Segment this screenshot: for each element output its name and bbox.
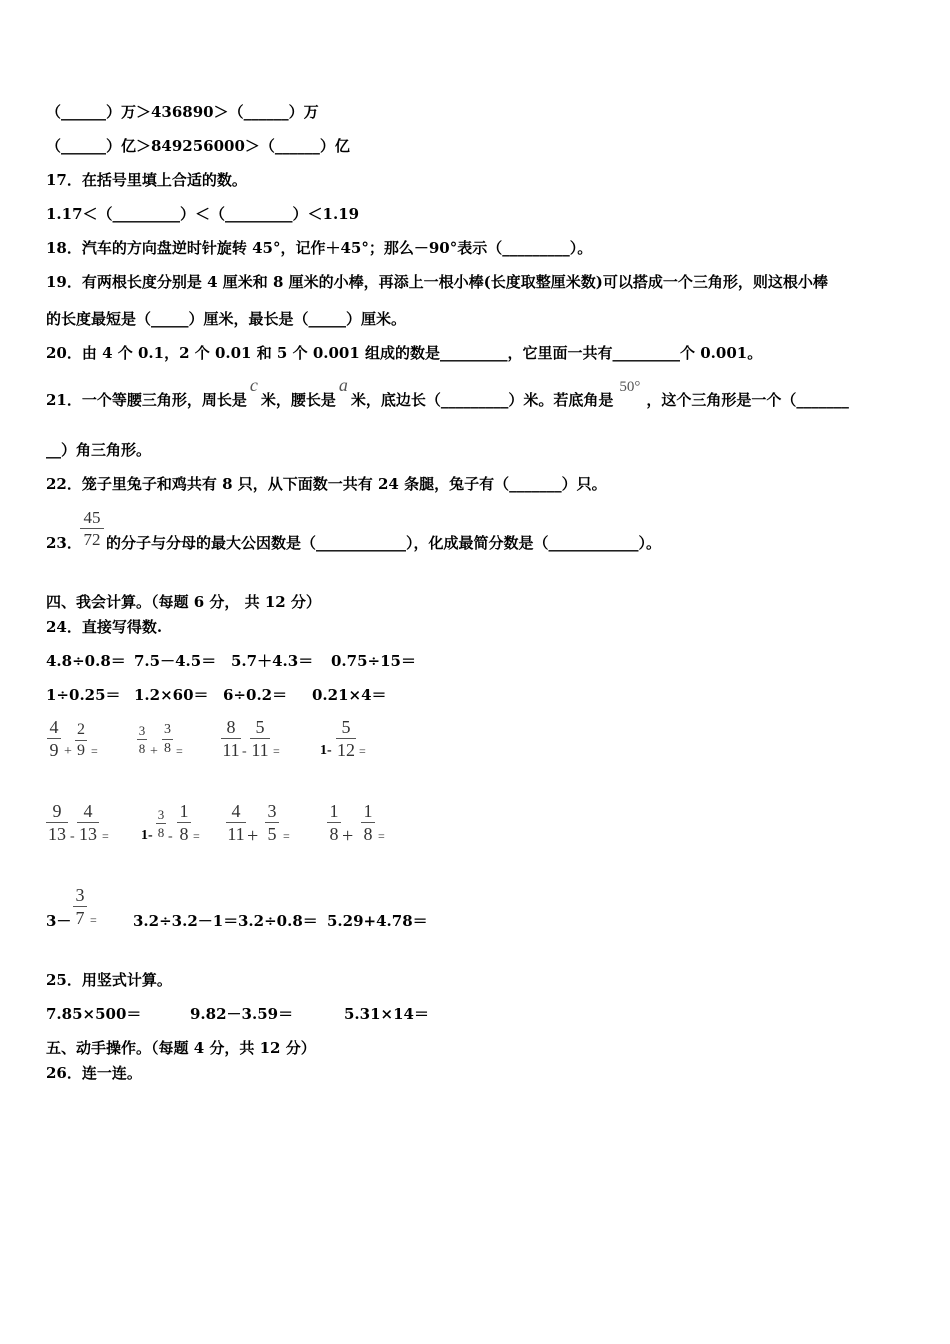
fr2a-frac-a: [46, 802, 68, 843]
q23-text: 的分子与分母的最大公因数是（____________），化成最简分数是（____________）。: [106, 534, 662, 552]
fr1c-eq: =: [273, 744, 280, 758]
fr1a-op: +: [64, 744, 72, 759]
q24-r5-item3: 5.29+4.78＝: [327, 912, 428, 930]
q24-r5-frac-num: 3: [75, 885, 85, 905]
fr2b-b-bar: [177, 822, 191, 823]
q20-text: 20．由 4 个 0.1，2 个 0.01 和 5 个 0.001 组成的数是_________，它里面一共有_________个 0.001。: [46, 344, 763, 362]
fr1d-b-bar: [336, 738, 356, 739]
q24-r1-item3: 5.7＋4.3＝: [231, 652, 314, 670]
q24-r1-item2: 7.5－4.5＝: [134, 652, 217, 670]
q21-var-a: a: [338, 375, 348, 395]
fr1b-op: +: [150, 744, 158, 759]
fr1d-b-den: 12: [337, 740, 355, 760]
q24-r5-frac-bar: [73, 906, 87, 907]
q21-part3: 米，底边长（_________）米。若底角是: [350, 391, 614, 409]
q21-line2: __）角三角形。: [46, 441, 152, 459]
fr2a-a-bar: [46, 822, 68, 823]
q25-item2: 9.82－3.59＝: [190, 1005, 294, 1023]
fr2c-a-bar: [226, 822, 246, 823]
q24-r2-item2: 1.2×60＝: [134, 686, 209, 704]
fr1a-b-num: 2: [77, 721, 85, 738]
fr1b-a-bar: [137, 739, 147, 740]
q25-item1: 7.85×500＝: [46, 1005, 142, 1023]
q24-title: 24．直接写得数.: [46, 618, 163, 636]
fr1c-b-bar: [250, 738, 270, 739]
fr2b-b-den: 8: [179, 824, 189, 844]
fr2b-a-den: 8: [157, 825, 165, 840]
fr2b-b-num: 1: [179, 801, 189, 821]
q24-r5-frac-den: 7: [75, 908, 85, 928]
fr2a-b-num: 4: [83, 801, 93, 821]
fr1c-b-num: 5: [255, 717, 265, 737]
q24-r5-eq: =: [90, 913, 97, 927]
fr1b-eq: =: [176, 744, 183, 758]
fr2b-a-num: 3: [157, 807, 165, 822]
fr2c-b-den: 5: [267, 824, 277, 844]
q16-line2: （______）亿＞849256000＞（______）亿: [46, 137, 350, 155]
fr1c-op: -: [242, 744, 247, 759]
q21-part4: ，这个三角形是一个（_______: [646, 391, 849, 409]
q23-label: 23．: [46, 534, 82, 552]
q21-line1: [46, 375, 849, 411]
fr1d-b-num: 5: [341, 717, 351, 737]
fr1b-frac-a: [137, 724, 147, 755]
q24-r5-item2: 3.2÷0.8＝: [238, 912, 318, 930]
fr2d-op: +: [342, 825, 354, 847]
fr2c-b-num: 3: [267, 801, 277, 821]
fr1b-a-num: 3: [138, 723, 146, 738]
fr1a-frac-b: [75, 722, 87, 759]
section4-title: 四、我会计算。（每题 6 分， 共 12 分）: [46, 593, 321, 611]
fr2d-eq: =: [378, 829, 385, 843]
fr2c-op: +: [247, 825, 259, 847]
fr2b-frac-b: [177, 802, 191, 843]
fr2b-op: -: [168, 829, 173, 844]
q22-text: 22．笼子里兔子和鸡共有 8 只，从下面数一共有 24 条腿，兔子有（_______）只。: [46, 475, 607, 493]
q25-item3: 5.31×14＝: [344, 1005, 429, 1023]
q23-frac-denominator: 72: [83, 530, 101, 549]
q18-text: 18．汽车的方向盘逆时针旋转 45°，记作＋45°；那么－90°表示（_________）。: [46, 239, 593, 257]
section5-title: 五、动手操作。（每题 4 分，共 12 分）: [46, 1039, 316, 1057]
fr2c-frac-b: [265, 802, 279, 843]
q17-title: 17．在括号里填上合适的数。: [46, 171, 247, 189]
fr1d-frac-b: [336, 718, 356, 759]
q24-r5-item1: 3.2÷3.2－1＝: [133, 912, 239, 930]
fr1a-a-bar: [47, 738, 61, 739]
fr2d-b-bar: [361, 822, 375, 823]
fr2d-a-bar: [327, 822, 341, 823]
q23-fraction: [80, 509, 104, 548]
q16-line1: （______）万＞436890＞（______）万: [46, 103, 319, 121]
fr2c-a-den: 11: [227, 824, 245, 844]
fr1a-b-den: 9: [77, 742, 85, 759]
fr2a-eq: =: [102, 829, 109, 843]
fr1c-b-den: 11: [251, 740, 269, 760]
fr1b-a-den: 8: [138, 741, 146, 756]
fr1d-eq: =: [359, 744, 366, 758]
q21-angle: 50°: [619, 379, 641, 395]
q24-r2-item1: 1÷0.25＝: [46, 686, 121, 704]
fr1b-b-num: 3: [164, 722, 171, 737]
fr2a-b-bar: [77, 822, 99, 823]
fr2d-frac-b: [361, 802, 375, 843]
q25-title: 25．用竖式计算。: [46, 971, 172, 989]
fr2a-a-den: 13: [48, 824, 66, 844]
fr1c-a-den: 11: [222, 740, 240, 760]
fr1a-frac-a: [47, 718, 61, 759]
fr1a-b-bar: [75, 740, 87, 741]
q23-frac-bar: [80, 528, 104, 529]
q23-frac-numerator: 45: [83, 508, 101, 527]
fr2d-a-den: 8: [329, 824, 339, 844]
fr2b-pre: 1-: [141, 828, 153, 843]
q24-r2-item3: 6÷0.2＝: [223, 686, 288, 704]
q19-line1: 19．有两根长度分别是 4 厘米和 8 厘米的小棒，再添上一根小棒(长度取整厘米数)可以搭成一个三角形，则这根小棒: [46, 273, 828, 291]
fr2c-frac-a: [226, 802, 246, 843]
fr1a-eq: =: [91, 744, 98, 758]
fr2c-a-num: 4: [231, 801, 241, 821]
fr2d-b-den: 8: [363, 824, 373, 844]
fr2a-op: -: [70, 829, 75, 844]
fr2d-b-num: 1: [363, 801, 373, 821]
fr1b-b-den: 8: [164, 741, 171, 756]
fr2c-b-bar: [265, 822, 279, 823]
q21-part2: 米，腰长是: [260, 391, 336, 409]
fr2a-b-den: 13: [79, 824, 97, 844]
q24-r1-item1: 4.8÷0.8＝: [46, 652, 126, 670]
q17-body: 1.17＜（_________）＜（_________）＜1.19: [46, 205, 360, 223]
q24-r5-frac: [73, 886, 87, 927]
fr2d-a-num: 1: [329, 801, 339, 821]
fr2b-eq: =: [193, 829, 200, 843]
q24-r5-pre: 3－: [46, 912, 72, 930]
fr1c-frac-b: [250, 718, 270, 759]
fr1c-a-num: 8: [226, 717, 236, 737]
q19-line2: 的长度最短是（_____）厘米，最长是（_____）厘米。: [46, 310, 407, 328]
fr2c-eq: =: [283, 829, 290, 843]
q21-part1: 21．一个等腰三角形，周长是: [46, 391, 247, 409]
fr2d-frac-a: [327, 802, 341, 843]
fr1b-frac-b: [162, 723, 173, 756]
fr1d-pre: 1-: [320, 743, 332, 758]
fr2b-frac-a: [156, 808, 166, 839]
fr2b-a-bar: [156, 823, 166, 824]
q24-r1-item4: 0.75÷15＝: [331, 652, 416, 670]
fr1c-frac-a: [221, 718, 241, 759]
fr1b-b-bar: [162, 739, 173, 740]
fr1c-a-bar: [221, 738, 241, 739]
fr1a-a-num: 4: [49, 717, 59, 737]
q21-var-c: c: [249, 375, 258, 395]
fr1a-a-den: 9: [49, 740, 59, 760]
fr2a-a-num: 9: [52, 801, 62, 821]
q26-title: 26．连一连。: [46, 1064, 142, 1082]
q24-r2-item4: 0.21×4＝: [312, 686, 387, 704]
fr2a-frac-b: [77, 802, 99, 843]
